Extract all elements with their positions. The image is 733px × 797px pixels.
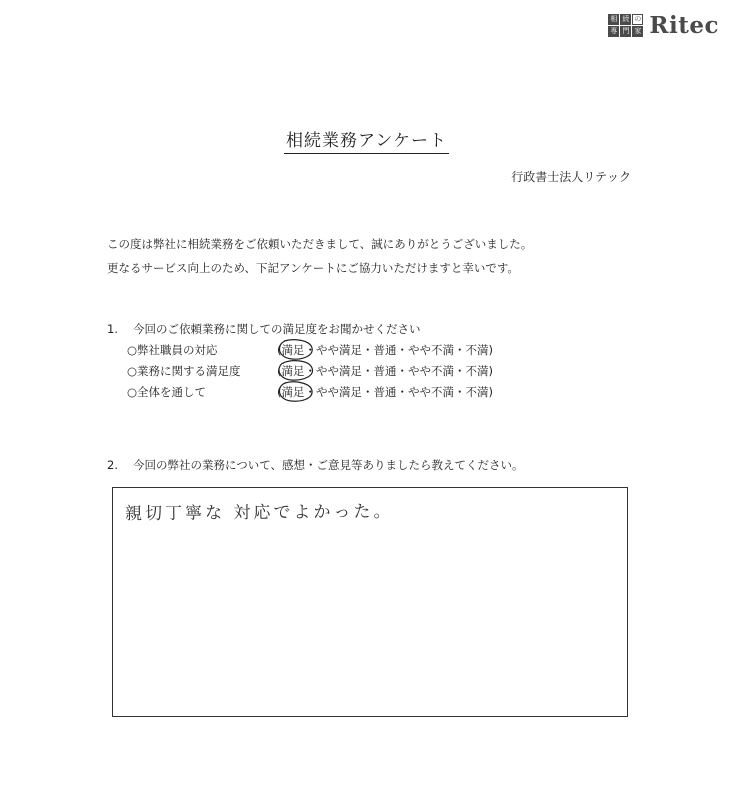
options-open-paren: ( — [277, 343, 282, 357]
selected-option-text: 満足 — [281, 385, 305, 399]
selected-option[interactable] — [282, 382, 305, 403]
satisfaction-list — [107, 340, 667, 403]
logo-char: 家 — [634, 27, 642, 35]
company-logo — [608, 14, 719, 37]
satisfaction-options — [277, 340, 493, 361]
other-options: ・やや満足・普通・やや不満・不満) — [304, 364, 493, 378]
satisfaction-item-staff — [127, 340, 667, 361]
logo-char: 門 — [622, 27, 630, 35]
question-number: 1. — [107, 322, 118, 336]
document-title: 相続業務アンケート — [284, 131, 449, 154]
question-text: 今回のご依頼業務に関しての満足度をお聞かせください — [133, 322, 421, 336]
selected-option[interactable] — [282, 361, 305, 382]
other-options: ・やや満足・普通・やや不満・不満) — [304, 385, 493, 399]
question-number: 2. — [107, 458, 118, 472]
intro-line: 更なるサービス向上のため、下記アンケートにご協力いただけますと幸いです。 — [107, 261, 519, 275]
options-open-paren: ( — [277, 385, 282, 399]
question-1-header — [107, 318, 667, 340]
selected-option-text: 満足 — [281, 364, 305, 378]
question-1 — [107, 318, 667, 403]
options-open-paren: ( — [277, 364, 282, 378]
document-title-wrapper — [0, 131, 733, 154]
intro-paragraph — [107, 232, 647, 280]
satisfaction-label: ○弊社職員の対応 — [127, 343, 218, 357]
logo-name: Ritec — [649, 12, 719, 39]
logo-char: 続 — [622, 15, 630, 23]
satisfaction-item-overall — [127, 382, 667, 403]
answer-box[interactable] — [112, 487, 628, 717]
selected-option-text: 満足 — [281, 343, 305, 357]
logo-char: 専 — [610, 27, 618, 35]
question-2 — [107, 454, 667, 476]
satisfaction-item-business — [127, 361, 667, 382]
question-text: 今回の弊社の業務について、感想・ご意見等ありましたら教えてください。 — [133, 458, 524, 472]
logo-char: 相 — [610, 15, 618, 23]
satisfaction-options — [277, 361, 493, 382]
satisfaction-options — [277, 382, 493, 403]
satisfaction-label: ○全体を通して — [127, 385, 207, 399]
logo-char: の — [634, 15, 642, 23]
selected-option[interactable] — [282, 340, 305, 361]
satisfaction-label: ○業務に関する満足度 — [127, 364, 241, 378]
handwritten-answer: 親切丁寧な 対応でよかった。 — [124, 501, 394, 525]
question-2-header — [107, 454, 667, 476]
logo-emblem — [608, 14, 643, 37]
document-author: 行政書士法人リテック — [511, 170, 631, 184]
intro-line: この度は弊社に相続業務をご依頼いただきまして、誠にありがとうございました。 — [107, 237, 533, 251]
other-options: ・やや満足・普通・やや不満・不満) — [304, 343, 493, 357]
